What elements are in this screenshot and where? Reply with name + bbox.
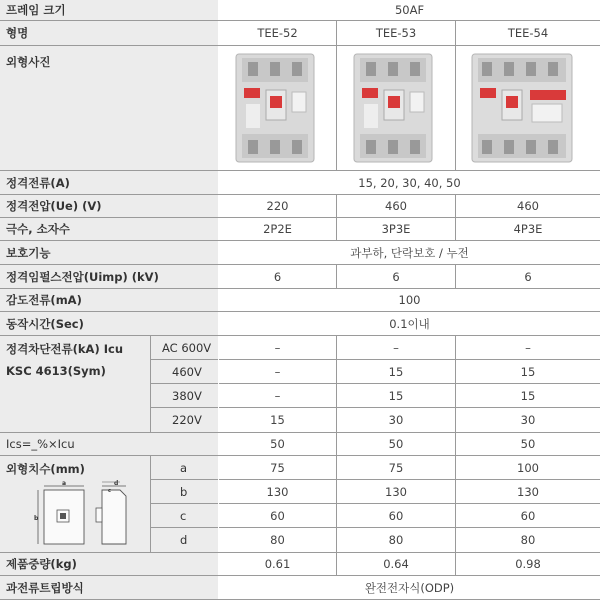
dim-key-d: d (180, 533, 188, 547)
ics-3: 50 (520, 437, 536, 451)
weight-1: 0.61 (264, 557, 291, 571)
label-frame-size: 프레임 크기 (6, 3, 66, 17)
row-weight (0, 553, 600, 576)
breaking-voltage-2: 460V (172, 365, 202, 379)
row-impulse (0, 265, 600, 289)
diagram-label-a: a (62, 480, 67, 487)
breaking-r3-c1: – (274, 388, 281, 403)
label-sensitivity: 감도전류(mA) (6, 293, 82, 307)
sensitivity-value: 100 (398, 293, 421, 307)
breaking-r3-c2: 15 (388, 388, 404, 403)
label-rated-voltage: 정격전압(Ue) (V) (6, 199, 102, 213)
row-photo (0, 46, 600, 171)
breaker-photo-2p (232, 52, 318, 164)
label-poles: 극수, 소자수 (6, 222, 70, 236)
breaking-r4-c1: 15 (270, 412, 285, 427)
poles-1: 2P2E (263, 222, 292, 236)
label-breaking-line2: KSC 4613(Sym) (6, 364, 106, 378)
label-ics: Ics=_%×Icu (6, 437, 75, 451)
breaker-photo-3p (350, 52, 436, 164)
dim-key-b: b (180, 485, 188, 499)
impulse-2: 6 (392, 269, 400, 284)
row-protection (0, 241, 600, 265)
row-poles (0, 218, 600, 241)
dim-a-3: 100 (517, 460, 539, 475)
label-weight: 제품중량(kg) (6, 557, 77, 571)
diagram-label-d: d (114, 480, 119, 487)
label-model: 형명 (6, 26, 29, 40)
dim-c-1: 60 (270, 508, 285, 523)
breaking-r1-c3: – (525, 340, 531, 355)
breaking-voltage-4: 220V (172, 413, 202, 427)
dim-d-1: 80 (270, 532, 285, 547)
label-operating-time: 동작시간(Sec) (6, 316, 84, 331)
breaking-r1-c2: – (393, 340, 399, 355)
dim-d-2: 80 (388, 532, 404, 547)
weight-2: 0.64 (383, 557, 409, 571)
dimension-diagram (36, 482, 136, 548)
label-impulse: 정격임펄스전압(Uimp) (kV) (6, 269, 159, 284)
row-rated-current (0, 171, 600, 195)
breaking-r1-c1: – (274, 340, 281, 355)
diagram-label-c: c (108, 488, 111, 494)
impulse-3: 6 (524, 269, 532, 284)
dim-c-2: 60 (388, 508, 404, 523)
breaking-voltage-3: 380V (172, 389, 202, 403)
dim-key-a: a (180, 461, 188, 475)
breaking-voltage-1: AC 600V (162, 341, 212, 355)
ics-1: 50 (270, 437, 285, 451)
breaking-r2-c1: – (274, 364, 281, 379)
dim-a-2: 75 (388, 460, 404, 475)
row-ics (0, 433, 600, 456)
breaking-r2-c2: 15 (388, 364, 404, 379)
row-sensitivity (0, 289, 600, 312)
poles-3: 4P3E (513, 222, 543, 236)
model-2: TEE-53 (375, 26, 417, 40)
dim-a-1: 75 (270, 460, 285, 475)
row-trip-method (0, 576, 600, 600)
breaking-r4-c2: 30 (388, 412, 404, 427)
row-model (0, 21, 600, 46)
label-protection: 보호기능 (6, 245, 51, 260)
label-breaking-line1: 정격차단전류(kA) Icu (6, 342, 123, 356)
trip-method-value: 완전전자식(ODP) (364, 580, 455, 595)
row-breaking-capacity (0, 336, 600, 433)
diagram-label-b: b (34, 515, 39, 522)
row-dimensions (0, 456, 600, 553)
label-trip-method: 과전류트립방식 (6, 580, 84, 595)
model-3: TEE-54 (507, 26, 549, 40)
label-rated-current: 정격전류(A) (6, 175, 70, 190)
rated-voltage-3: 460 (517, 199, 539, 213)
row-rated-voltage (0, 195, 600, 218)
model-1: TEE-52 (257, 26, 298, 40)
breaking-r4-c3: 30 (520, 412, 536, 427)
breaker-photo-4p (468, 52, 576, 164)
rated-voltage-2: 460 (385, 199, 407, 213)
weight-3: 0.98 (515, 557, 541, 571)
operating-time-value: 0.1이내 (389, 316, 430, 331)
row-frame-size (0, 0, 600, 21)
breaking-r3-c3: 15 (520, 388, 536, 403)
label-photo: 외형사진 (6, 55, 51, 69)
dim-b-3: 130 (517, 484, 539, 499)
poles-2: 3P3E (381, 222, 411, 236)
impulse-1: 6 (273, 269, 282, 284)
dim-c-3: 60 (520, 508, 536, 523)
frame-size-value: 50AF (394, 3, 425, 17)
label-dimensions: 외형치수(mm) (6, 462, 85, 476)
dim-key-c: c (180, 509, 187, 523)
dim-b-2: 130 (385, 484, 407, 499)
rated-current-value: 15, 20, 30, 40, 50 (358, 175, 461, 190)
rated-voltage-1: 220 (266, 199, 289, 213)
breaking-r2-c3: 15 (520, 364, 536, 379)
protection-value: 과부하, 단락보호 / 누전 (350, 245, 469, 260)
row-operating-time (0, 312, 600, 336)
dim-d-3: 80 (520, 532, 536, 547)
dim-b-1: 130 (266, 484, 289, 499)
ics-2: 50 (388, 437, 404, 451)
